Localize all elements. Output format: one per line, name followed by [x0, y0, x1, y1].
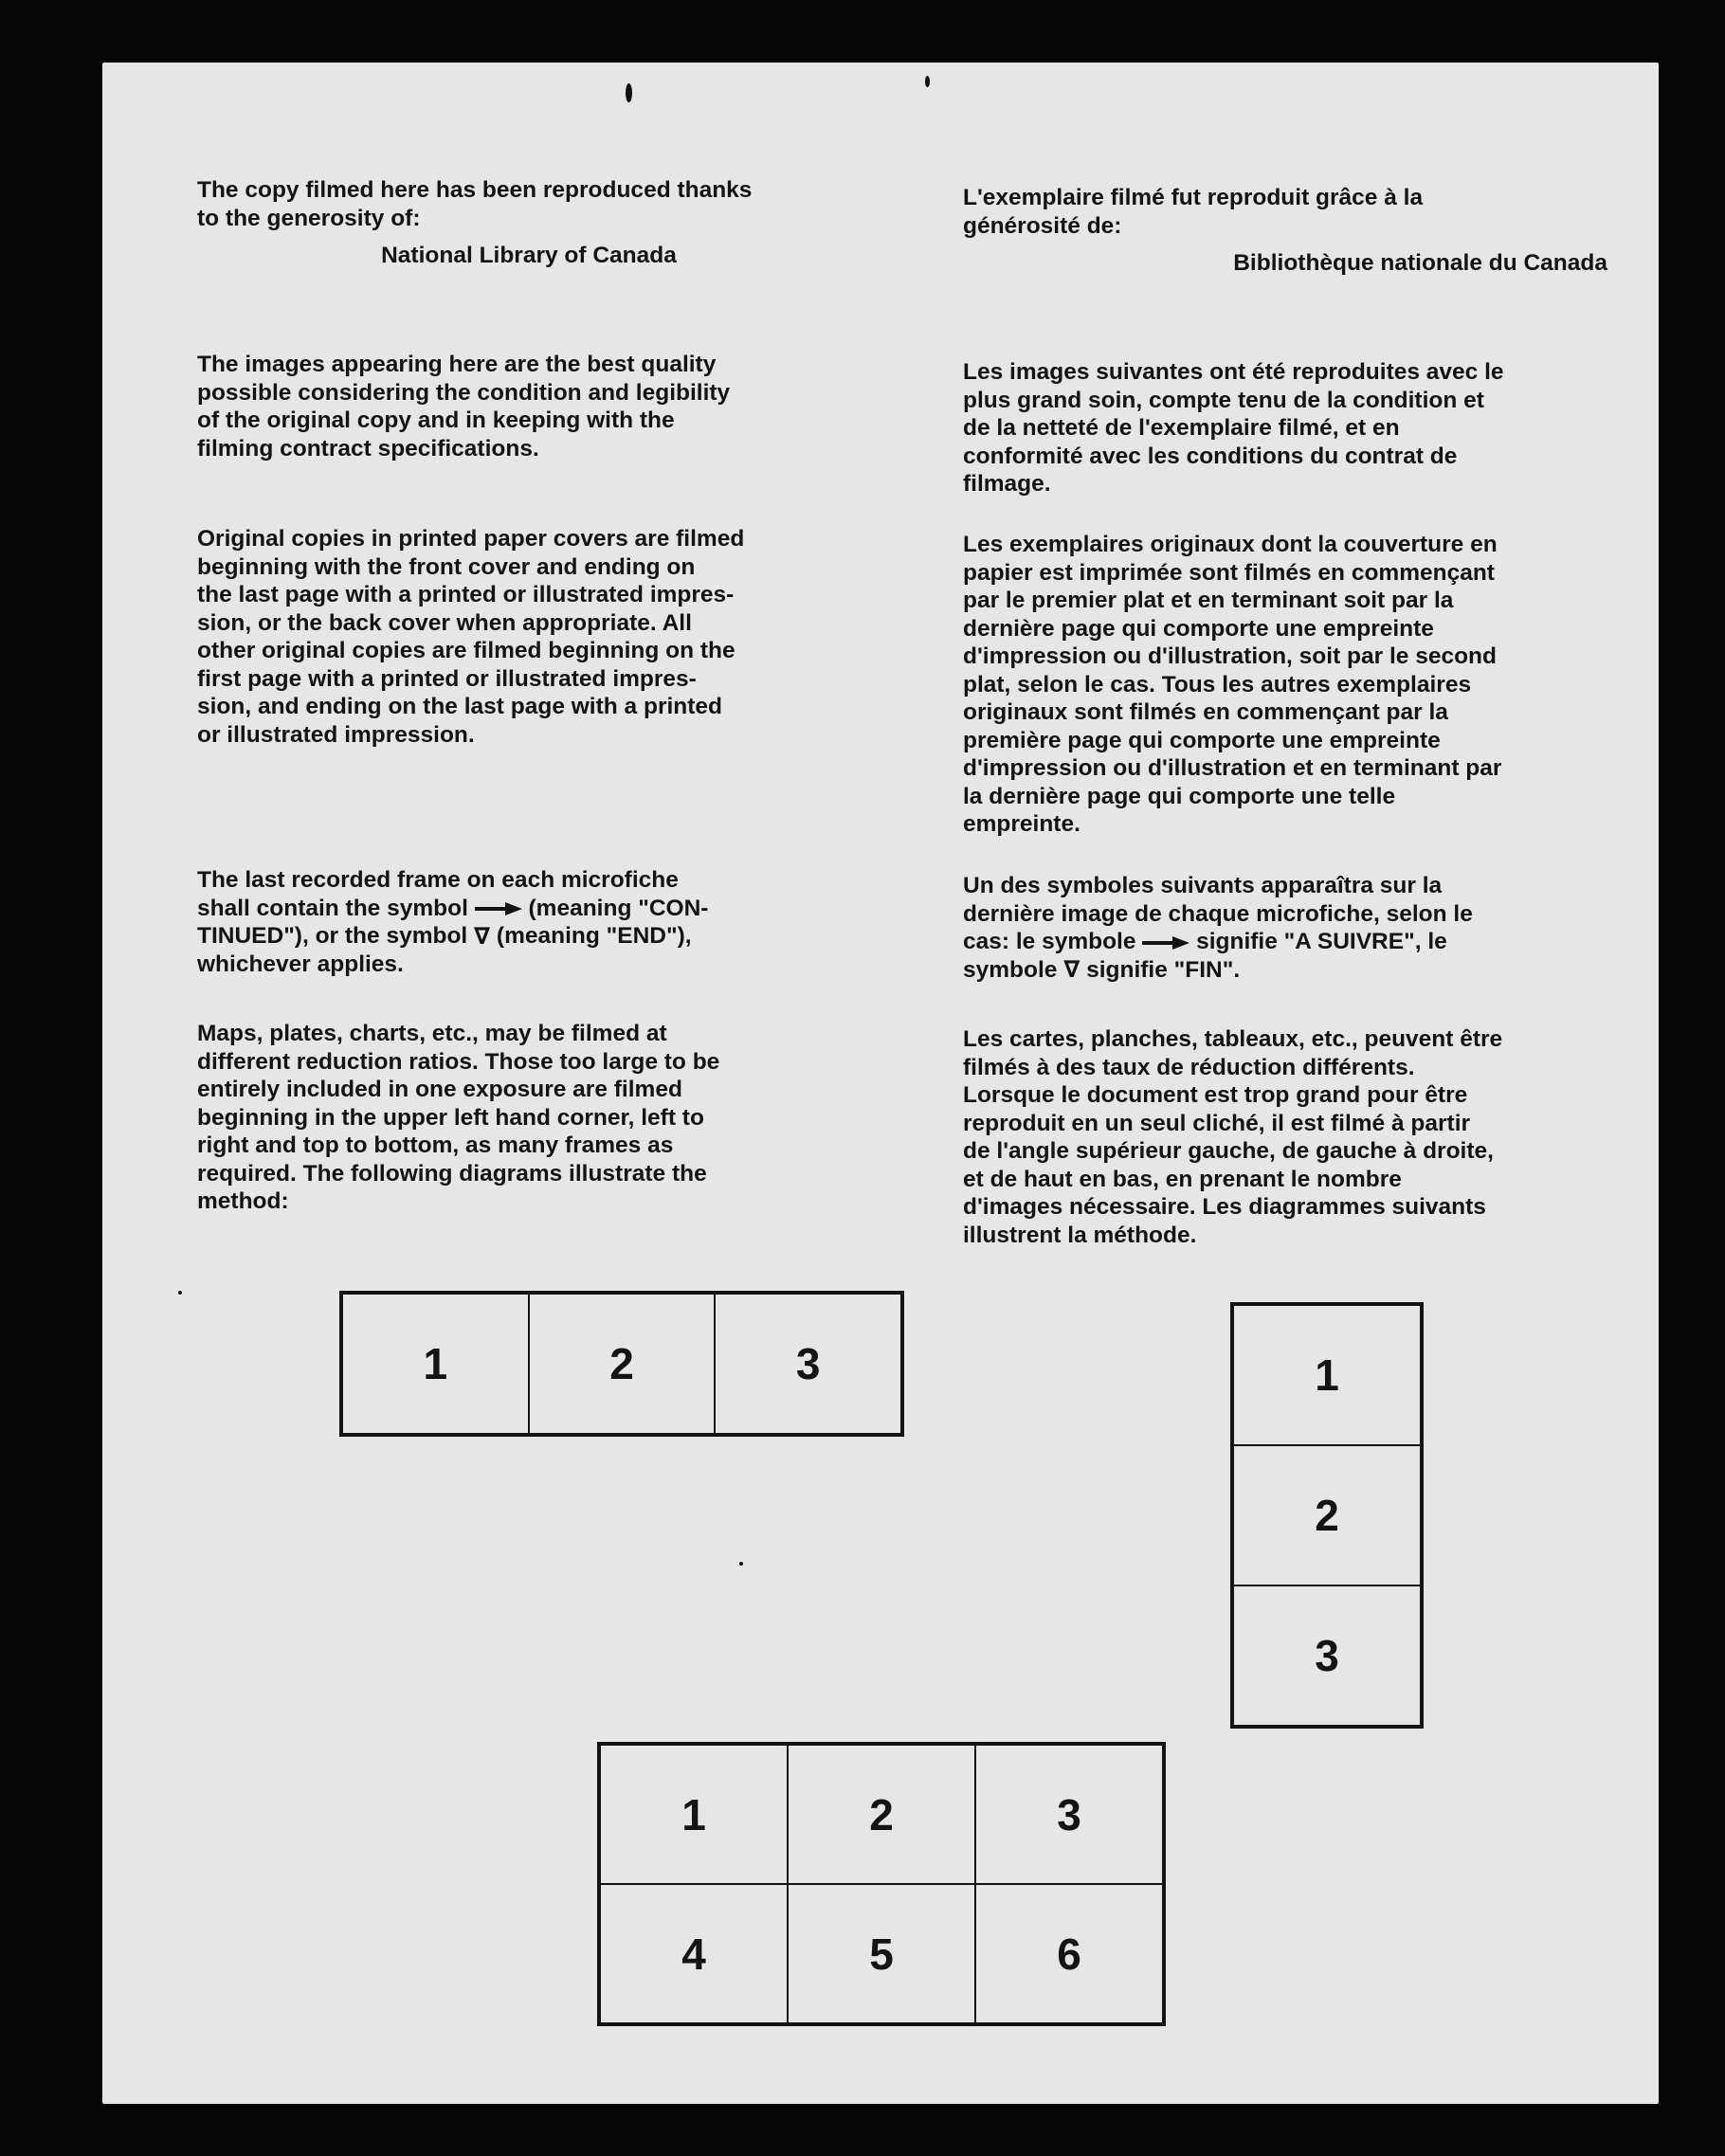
right-column-ack [963, 184, 1607, 278]
maps-text-fr: Les cartes, planches, tableaux, etc., peuvent être filmés à des taux de réduction différents. Lorsque le document est trop grand pour être reproduit en un seul cliché, il est filmé à partir de l'angle supérieur gauche, de gauche à droite, et de haut en bas, en prenant le nombre d'images nécessaire. Les diagrammes suivants illustrent la méthode. [963, 1026, 1503, 1248]
suivre-arrow-icon [1142, 936, 1189, 950]
left-column-ack [197, 176, 861, 270]
symbols-text-en-part2: (meaning "CON- TINUED"), or the symbol [197, 895, 709, 949]
symbols-paragraph-en [197, 866, 861, 979]
diagram-row-three [339, 1291, 904, 1437]
symbols-text-en-part1: The last recorded frame on each microfiche shall contain the symbol [197, 867, 679, 921]
covers-paragraph-fr [963, 531, 1607, 839]
diagram-column-cell: 2 [1233, 1445, 1421, 1585]
symbols-paragraph-fr [963, 872, 1607, 985]
diagram-column-three [1230, 1302, 1424, 1729]
ack-text-en: The copy filmed here has been reproduced thanks to the generosity of: [197, 177, 753, 231]
diagram-column-cell: 3 [1233, 1585, 1421, 1726]
symbols-text-en-part3: (meaning "END"), whichever applies. [197, 923, 692, 978]
maps-paragraph-en [197, 1020, 861, 1216]
diagram-grid-cell: 4 [600, 1884, 788, 2023]
paper-speck [739, 1562, 743, 1566]
fin-triangle-icon: ∇ [1063, 957, 1080, 984]
symbols-text-fr-part3: signifie "FIN". [1080, 956, 1241, 983]
paper-mark [626, 83, 632, 102]
paper-speck [178, 1291, 182, 1295]
diagram-grid-six [597, 1742, 1166, 2026]
library-name-en: National Library of Canada [381, 243, 677, 268]
symbols-text-en [197, 866, 861, 979]
ack-text-fr: L'exemplaire filmé fut reproduit grâce à la générosité de: [963, 185, 1424, 239]
symbols-text-fr-part2: signifie "A SUIVRE", le symbole [963, 929, 1447, 983]
diagram-grid-cell: 2 [788, 1745, 975, 1884]
diagram-grid-cell: 5 [788, 1884, 975, 2023]
covers-text-en: Original copies in printed paper covers are filmed beginning with the front cover and ending on the last page with a printed or illustrated impres- sion, or the back cover when appropriate. All other original copies are filmed beginning on the first page with a printed or illustrated impres- sion, and ending on the last page with a printed or illustrated impression. [197, 526, 745, 748]
symbols-text-fr [963, 872, 1607, 985]
maps-paragraph-fr [963, 1025, 1607, 1249]
diagram-row-cell: 2 [529, 1294, 716, 1434]
diagram-row-cell: 3 [715, 1294, 901, 1434]
end-triangle-icon: ∇ [474, 923, 491, 950]
diagram-grid-cell: 1 [600, 1745, 788, 1884]
diagram-grid-cell: 3 [975, 1745, 1163, 1884]
paper-mark [925, 76, 930, 87]
covers-text-fr: Les exemplaires originaux dont la couverture en papier est imprimée sont filmés en commençant par le premier plat et en terminant soit par la dernière page qui comporte une empreinte d'impression ou d'illustration, soit par le second plat, selon le cas. Tous les autres exemplaires originaux sont filmés en commençant par la première page qui comporte une empreinte d'impression ou d'illustration et en terminant par la dernière page qui comporte une telle empreinte. [963, 532, 1502, 837]
quality-paragraph-en [197, 351, 861, 462]
quality-text-en: The images appearing here are the best quality possible considering the condition and legibility of the original copy and in keeping with the filming contract specifications. [197, 352, 731, 462]
symbols-text-fr-part1: Un des symboles suivants apparaîtra sur la dernière image de chaque microfiche, selon le cas: le symbole [963, 873, 1473, 954]
library-name-fr: Bibliothèque nationale du Canada [1233, 250, 1607, 276]
continued-arrow-icon [475, 902, 522, 915]
covers-paragraph-en [197, 525, 861, 749]
diagram-grid-cell: 6 [975, 1884, 1163, 2023]
quality-paragraph-fr [963, 358, 1607, 498]
diagram-row-cell: 1 [342, 1294, 529, 1434]
document-page [102, 63, 1659, 2104]
maps-text-en: Maps, plates, charts, etc., may be filmed at different reduction ratios. Those too large to be entirely included in one exposure are filmed beginning in the upper left hand corner, left to right and top to bottom, as many frames as required. The following diagrams illustrate the method: [197, 1021, 720, 1214]
diagram-column-cell: 1 [1233, 1305, 1421, 1445]
quality-text-fr: Les images suivantes ont été reproduites avec le plus grand soin, compte tenu de la condition et de la netteté de l'exemplaire filmé, et en conformité avec les conditions du contrat de filmage. [963, 359, 1504, 497]
